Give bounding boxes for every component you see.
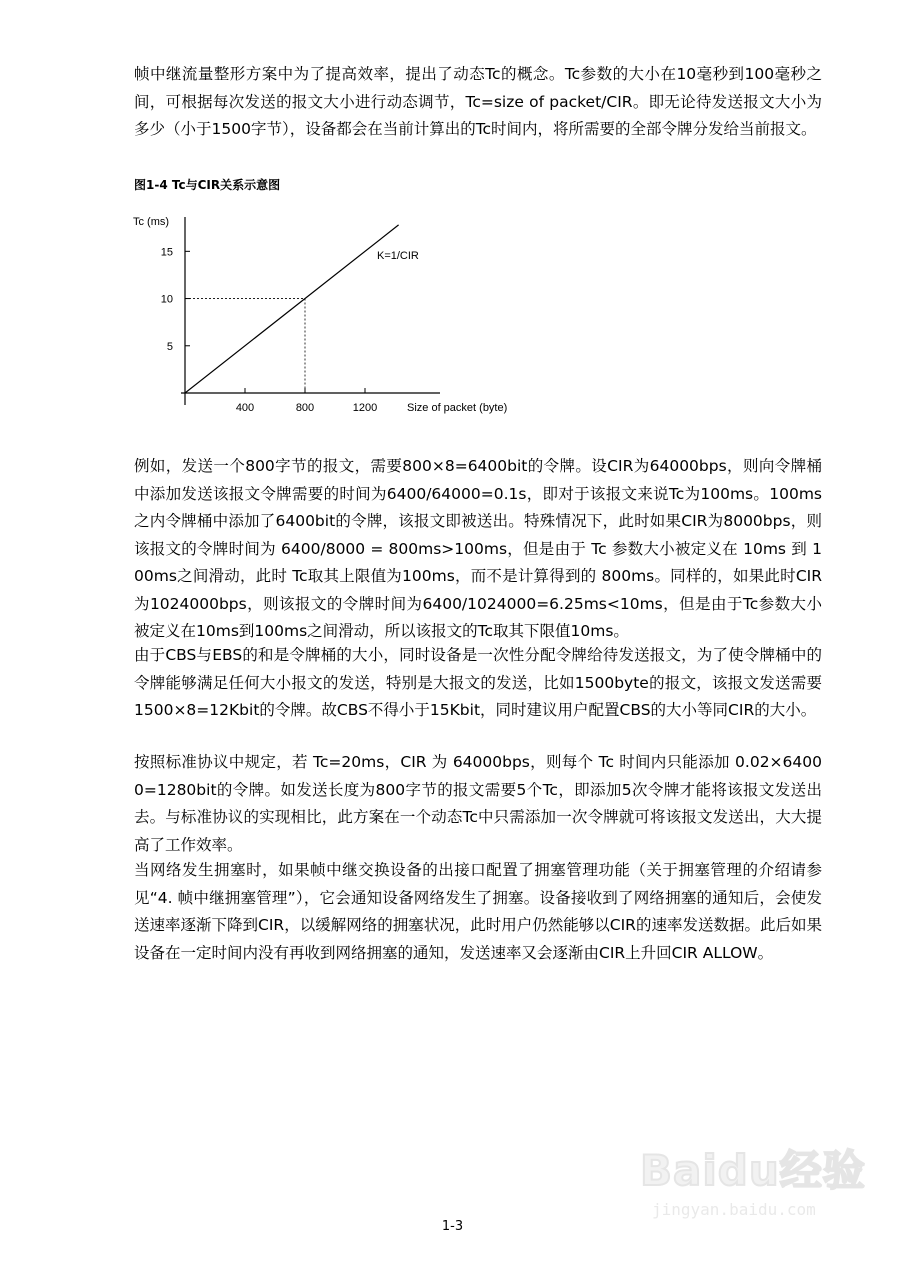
x-axis-label: Size of packet (byte) <box>407 402 508 414</box>
y-tick-label: 5 <box>166 340 173 353</box>
y-axis-label: Tc (ms) <box>133 216 170 228</box>
paragraph-dynamic-tc: 帧中继流量整形方案中为了提高效率，提出了动态Tc的概念。Tc参数的大小在10毫秒到100毫秒之间，可根据每次发送的报文大小进行动态调节，Tc=size of packet/CIR。即无论待发送报文大小为多少（小于1500字节），设备都会在当前计算出的Tc时间内，将所需要的全部令牌分发给当前报文。 <box>134 65 822 138</box>
series-line <box>185 225 399 393</box>
tc-cir-chart <box>125 205 508 425</box>
slope-annotation: K=1/CIR <box>377 249 419 262</box>
watermark-brand: Baidu经验 <box>640 1146 866 1195</box>
watermark-url: jingyan.baidu.com <box>652 1200 816 1219</box>
page-number: 1-3 <box>441 1219 464 1234</box>
figure-caption: 图1-4 Tc与CIR关系示意图 <box>134 178 281 192</box>
paragraph-cbs-ebs: 由于CBS与EBS的和是令牌桶的大小，同时设备是一次性分配令牌给待发送报文，为了使令牌桶中的令牌能够满足任何大小报文的发送，特别是大报文的发送，比如1500byte的报文，该报文发送需要1500×8=12Kbit的令牌。故CBS不得小于15Kbit，同时建议用户配置CBS的大小等同CIR的大小。 <box>134 646 822 719</box>
x-tick-label: 1200 <box>352 402 378 414</box>
x-tick-label: 400 <box>235 402 255 414</box>
baidu-jingyan-watermark <box>640 1138 880 1238</box>
paragraph-congestion: 当网络发生拥塞时，如果帧中继交换设备的出接口配置了拥塞管理功能（关于拥塞管理的介绍请参见“4. 帧中继拥塞管理”），它会通知设备网络发生了拥塞。设备接收到了网络拥塞的通知后，会使发送速率逐渐下降到CIR，以缓解网络的拥塞状况，此时用户仍然能够以CIR的速率发送数据。此后如果设备在一定时间内没有再收到网络拥塞的通知，发送速率又会逐渐由CIR上升回CIR ALLOW。 <box>134 861 822 962</box>
x-tick-label: 800 <box>295 402 315 414</box>
y-tick-label: 10 <box>160 293 173 306</box>
y-tick-label: 15 <box>160 246 173 259</box>
paragraph-standard-protocol: 按照标准协议中规定，若 Tc=20ms，CIR 为 64000bps，则每个 Tc 时间内只能添加 0.02×64000=1280bit的令牌。如发送长度为800字节的报文需要5个Tc，即添加5次令牌才能将该报文发送出去。与标准协议的实现相比，此方案在一个动态Tc中只需添加一次令牌就可将该报文发送出，大大提高了工作效率。 <box>134 753 822 854</box>
paragraph-example: 例如，发送一个800字节的报文，需要800×8=6400bit的令牌。设CIR为64000bps，则向令牌桶中添加发送该报文令牌需要的时间为6400/64000=0.1s，即对于该报文来说Tc为100ms。100ms之内令牌桶中添加了6400bit的令牌，该报文即被送出。特殊情况下，此时如果CIR为8000bps，则该报文的令牌时间为 6400/8000 = 800ms>100ms，但是由于 Tc 参数大小被定义在 10ms 到 100ms之间滑动，此时 Tc取其上限值为100ms，而不是计算得到的 800ms。同样的，如果此时CIR为1024000bps，则该报文的令牌时间为6400/1024000=6.25ms<10ms，但是由于Tc参数大小被定义在10ms到100ms之间滑动，所以该报文的Tc取其下限值10ms。 <box>134 457 822 640</box>
